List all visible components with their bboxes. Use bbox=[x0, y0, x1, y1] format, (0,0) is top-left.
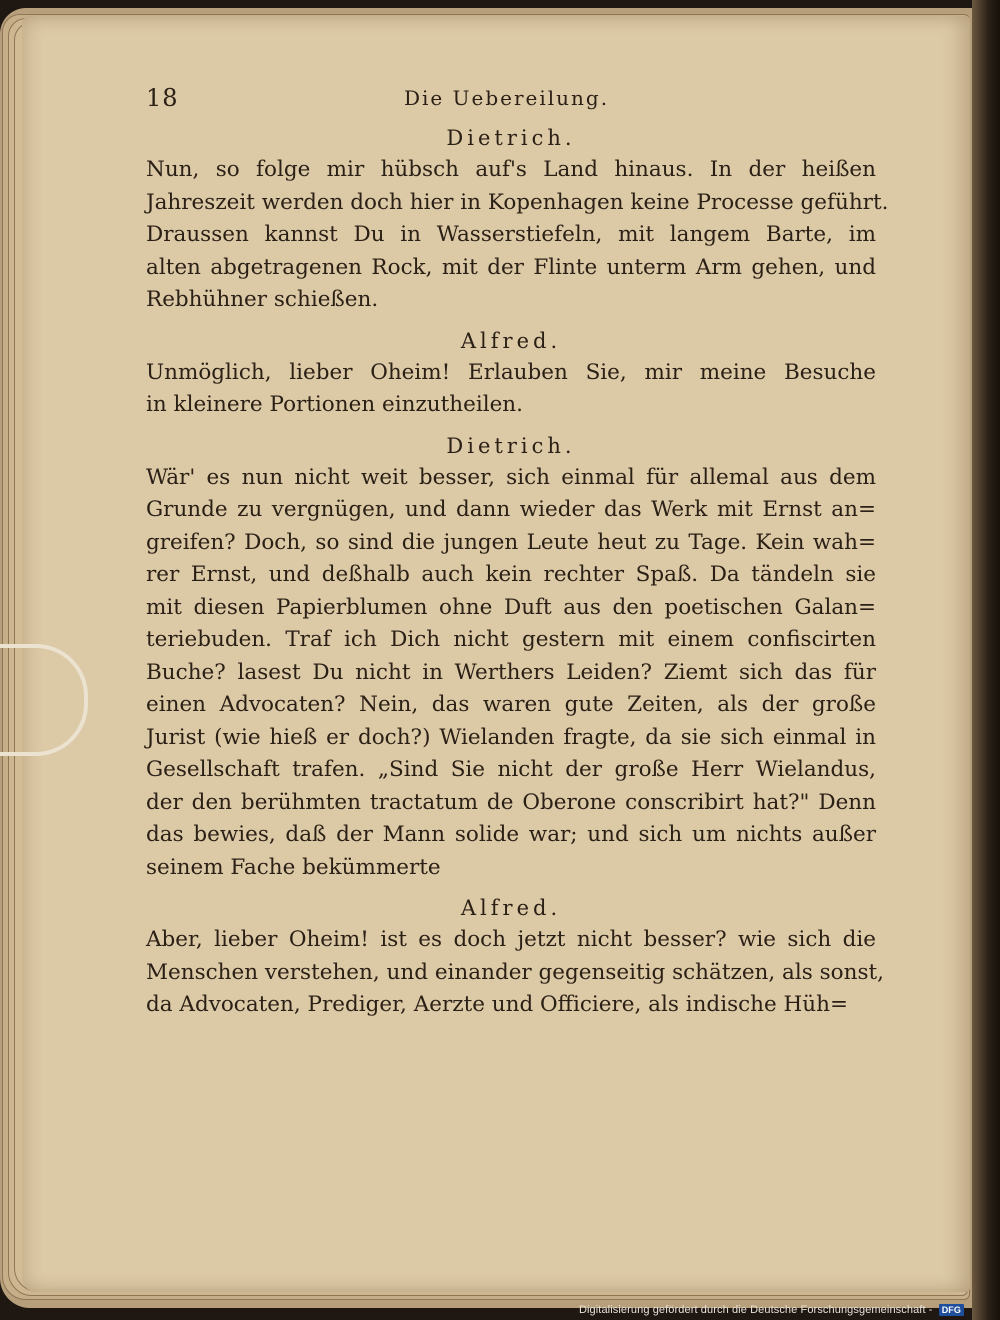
page-clip-ribbon bbox=[0, 644, 88, 756]
text-line: Nun, so folge mir hübsch auf's Land hinaus. In der heißen bbox=[146, 157, 876, 182]
text-line: Buche? lasest Du nicht in Werthers Leiden? Ziemt sich das für bbox=[146, 659, 876, 685]
speaker-name: Alfred. bbox=[460, 896, 562, 920]
text-line: Draussen kannst Du in Wasserstiefeln, mit langem Barte, im bbox=[146, 222, 876, 247]
text-line: Grunde zu vergnügen, und dann wieder das Werk mit Ernst an= bbox=[146, 497, 876, 522]
text-line: Gesellschaft trafen. „Sind Sie nicht der große Herr Wielandus, bbox=[146, 757, 876, 782]
block-gap bbox=[146, 317, 876, 325]
text-line: Unmöglich, lieber Oheim! Erlauben Sie, mir meine Besuche bbox=[146, 359, 876, 385]
dfg-logo: DFG bbox=[939, 1304, 964, 1316]
text-line: Wär' es nun nicht weit besser, sich einmal für allemal aus dem bbox=[146, 464, 876, 490]
text-line: Rebhühner schießen. bbox=[146, 287, 379, 312]
text-line: Menschen verstehen, und einander gegenseitig schätzen, als sonst, bbox=[146, 959, 884, 985]
text-line: mit diesen Papierblumen ohne Duft aus den poetischen Galan= bbox=[146, 594, 876, 620]
page-number: 18 bbox=[146, 84, 179, 112]
text-line: seinem Fache bekümmerte bbox=[146, 854, 441, 880]
speaker-name: Dietrich. bbox=[446, 126, 576, 150]
book-binding-gutter bbox=[972, 0, 1000, 1320]
speaker-name: Dietrich. bbox=[446, 433, 576, 458]
text-line: das bewies, daß der Mann solide war; und sich um nichts außer bbox=[146, 822, 876, 847]
speech bbox=[146, 462, 876, 885]
speech bbox=[146, 154, 889, 317]
text-line: rer Ernst, und deßhalb auch kein rechter Spaß. Da tändeln sie bbox=[146, 562, 876, 587]
digitization-credit bbox=[579, 1304, 964, 1316]
speaker-name: Alfred. bbox=[460, 328, 562, 353]
speech bbox=[146, 357, 876, 422]
text-line: Aber, lieber Oheim! ist es doch jetzt nicht besser? wie sich die bbox=[146, 927, 876, 952]
credit-text: Digitalisierung gefördert durch die Deutsche Forschungsgemeinschaft - bbox=[578, 1303, 933, 1316]
text-line: alten abgetragenen Rock, mit der Flinte unterm Arm gehen, und bbox=[146, 254, 876, 280]
text-line: greifen? Doch, so sind die jungen Leute heut zu Tage. Kein wah= bbox=[146, 529, 876, 555]
running-title: Die Uebereilung. bbox=[404, 86, 610, 110]
block-gap bbox=[146, 422, 876, 430]
text-line: Jurist (wie hieß er doch?) Wielanden fragte, da sie sich einmal in bbox=[146, 724, 876, 750]
text-line: teriebuden. Traf ich Dich nicht gestern mit einem confiscirten bbox=[146, 627, 876, 652]
text-line: Jahreszeit werden doch hier in Kopenhagen keine Processe geführt. bbox=[146, 189, 889, 215]
text-line: einen Advocaten? Nein, das waren gute Zeiten, als der große bbox=[146, 692, 876, 717]
text-line: der den berühmten tractatum de Oberone conscribirt hat?" Denn bbox=[146, 789, 876, 815]
text-line: in kleinere Portionen einzutheilen. bbox=[146, 392, 523, 417]
block-gap bbox=[146, 884, 876, 892]
dialogue bbox=[146, 122, 889, 1022]
page-text bbox=[146, 82, 889, 1022]
running-head bbox=[146, 82, 876, 116]
text-line: da Advocaten, Prediger, Aerzte und Officiere, als indische Hüh= bbox=[146, 992, 849, 1017]
speech bbox=[146, 924, 884, 1022]
